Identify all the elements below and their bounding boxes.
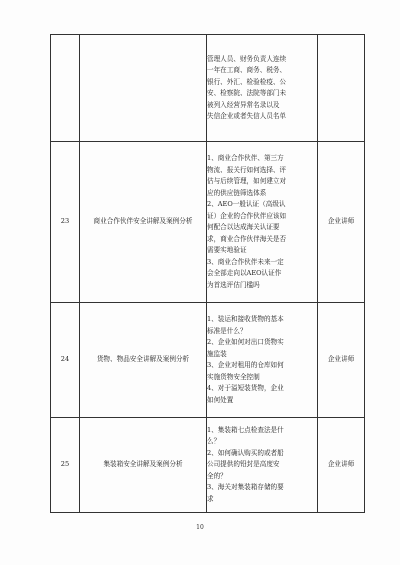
lecturer-cell: 企业讲师 [318, 142, 365, 303]
content-line: 公司提供的铅封是高度安 [207, 460, 280, 469]
content-cell [207, 35, 318, 142]
content-line: 么？ [207, 437, 221, 446]
content-line: 需要实地验证 [207, 246, 247, 254]
content-line: 求，商业合作伙伴海关是否 [207, 234, 287, 243]
content-line: 求 [207, 494, 214, 503]
row-number-cell: 25 [51, 418, 80, 513]
content-line: 何配合以达成海关认证要 [207, 223, 280, 231]
content-line: 3、商业合作伙伴未来一定 [207, 257, 284, 266]
content-line: 为首选评估门槛吗 [207, 280, 260, 289]
content-line: 1、装运和接收货物的基本 [207, 315, 284, 323]
content-line: 被列入经营异常名录以及 [207, 100, 280, 109]
lecturer-cell [318, 35, 365, 142]
content-line: 银行、外汇、检验检疫、公 [207, 77, 287, 86]
content-line: 2、AEO一般认证（高级认 [207, 200, 286, 208]
table-row [51, 418, 365, 513]
content-cell [207, 142, 318, 303]
table-row [51, 35, 365, 142]
content-line: 3、海关对集装箱存储的要 [207, 483, 284, 492]
content-cell [207, 418, 318, 513]
content-line: 安、检察院、法院等部门未 [207, 89, 287, 97]
content-line: 一年在工商、商务、税务、 [207, 66, 287, 74]
content-line: 实施货物安全控制 [207, 372, 260, 381]
content-line: 会全部走向以AEO认证作 [207, 269, 282, 277]
content-line: 标准是什么？ [207, 326, 247, 335]
content-line: 1、集装箱七点检查法是什 [207, 425, 284, 434]
table-row [51, 303, 365, 418]
content-line: 全的？ [207, 471, 227, 480]
content-line: 证）企业的合作伙伴应该如 [207, 211, 287, 220]
row-number-cell: 24 [51, 303, 80, 418]
training-course-table [50, 34, 365, 513]
content-line: 管理人员、财务负责人连续 [207, 54, 287, 63]
content-line: 3、企业对租用的仓库如何 [207, 361, 284, 369]
content-line: 2、企业如何对出口货物实 [207, 338, 284, 346]
content-line: 4、对于溢短装货物，企业 [207, 384, 284, 392]
lecturer-cell: 企业讲师 [318, 303, 365, 418]
content-cell [207, 303, 318, 418]
content-line: 如何处置 [207, 395, 234, 404]
topic-cell [80, 35, 207, 142]
topic-cell: 集装箱安全讲解及案例分析 [80, 418, 207, 513]
topic-cell: 商业合作伙伴安全讲解及案例分析 [80, 142, 207, 303]
lecturer-cell: 企业讲师 [318, 418, 365, 513]
row-number-cell [51, 35, 80, 142]
topic-cell: 货物、物品安全讲解及案例分析 [80, 303, 207, 418]
content-line: 应的供应链筛选体系 [207, 188, 267, 197]
page-number: 10 [196, 524, 204, 531]
content-line: 2、如何确认购买的或者船 [207, 448, 284, 457]
content-line: 1、商业合作伙伴、第三方 [207, 154, 284, 162]
content-line: 失信企业或者失信人员名单 [207, 112, 287, 120]
row-number-cell: 23 [51, 142, 80, 303]
content-line: 估与后续管理，如何建立对 [207, 177, 287, 185]
table-row [51, 142, 365, 303]
content-line: 施监装 [207, 349, 227, 358]
content-line: 物流、报关行如何选择、评 [207, 165, 287, 174]
